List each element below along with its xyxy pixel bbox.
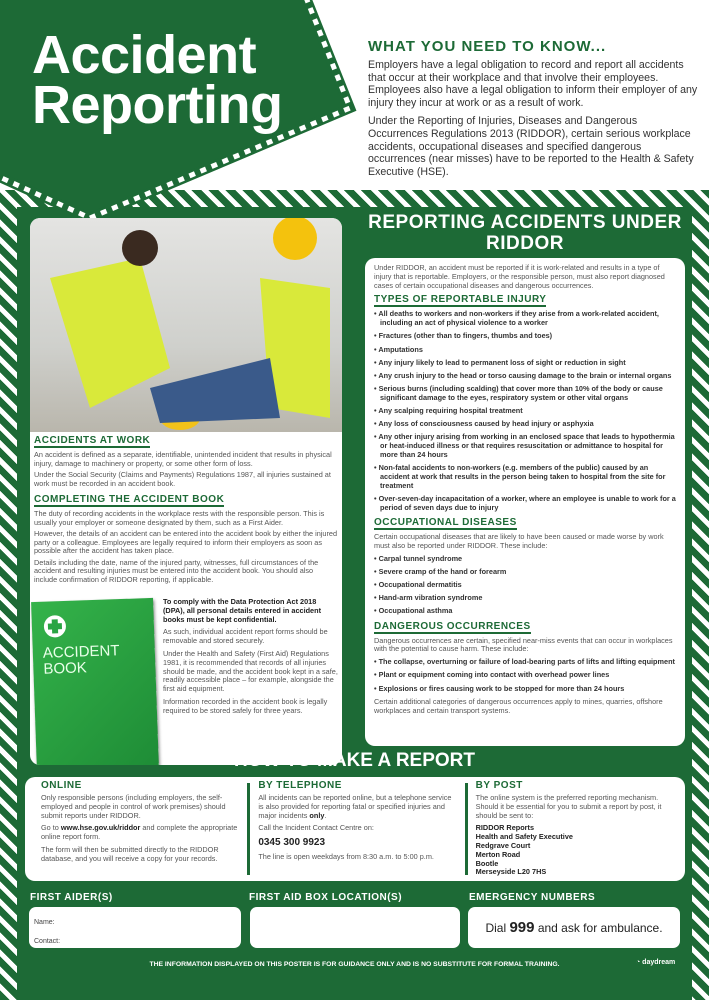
riddor-heading: REPORTING ACCIDENTS UNDER RIDDOR [368, 212, 682, 254]
hse-link[interactable]: www.hse.gov.uk/riddor [60, 823, 141, 833]
injury-types-list [374, 310, 676, 512]
list-item: • Carpal tunnel syndrome [374, 555, 676, 564]
list-item: • Serious burns (including scalding) that cover more than 10% of the body or cause significant damage to the eyes, respiratory system or other vital organs [374, 385, 676, 403]
disclaimer: THE INFORMATION DISPLAYED ON THIS POSTER IS FOR GUIDANCE ONLY AND IS NO SUBSTITUTE FOR FORMAL TRAINING. [149, 961, 560, 968]
list-item: • Hand-arm vibration syndrome [374, 594, 676, 603]
list-item: • Any injury likely to lead to permanent loss of sight or reduction in sight [374, 359, 676, 368]
riddor-card: Under RIDDOR, an accident must be reported if it is work-related and results in a type of injury that is reportable. Employers, or the responsible person, must also report diagnosed cases of certain occupational diseases and dangerous occurrences. TYPES OF REPORTABLE INJURY • All deaths to workers and non-workers if they arise from a work-related accident, including an act of physical violence to a worker • Fractures (other than to fingers, thumbs and toes) • Amputations • Any injury likely to lead to permanent loss of sight or reduction in sight • Any crush injury to the head or torso causing damage to the brain or internal organs • Serious burns (including scalding) that cover more than 10% of the body or cause significant damage to the eyes, respiratory system or other vital organs • Any scalping requiring hospital treatment • Any loss of consciousness caused by head injury or asphyxia • Any other injury arising from working in an enclosed space that leads to hypothermia or heat-induced illness or that requires resuscitation or admittance to hospital for more than 24 hours • Non-fatal accidents to non-workers (e.g. members of the public) caused by an accident at work that results in the person being taken to hospital from the site for treatment • Over-seven-day incapacitation of a worker, where an employee is unable to work for a period of seven days due to injury OCCUPATIONAL DISEASES Certain occupational diseases that are likely to have been caused or made worse by work must also be reported under RIDDOR. These include: • Carpal tunnel syndrome • Severe cramp of the hand or forearm • Occupational dermatitis • Hand-arm vibration syndrome • Occupational asthma DANGEROUS OCCURRENCES Dangerous occurrences are certain, specified near-miss events that can occur in workplaces with the potential to cause harm. These include: • The collapse, overturning or failure of load-bearing parts of lifts and lifting equipment • Plant or equipment coming into contact with overhead power lines • Explosions or fires causing work to be stopped for more than 24 hours Certain additional categories of dangerous occurrences apply to mines, quarries, offshore workplaces and certain transport systems. [365, 258, 685, 746]
address-line: Bootle [475, 858, 499, 868]
list-item: • All deaths to workers and non-workers if they arise from a work-related accident, including an act of physical violence to a worker [374, 310, 676, 328]
list-item: • Amputations [374, 346, 676, 355]
post-section: BY POST The online system is the preferred reporting mechanism. Should it be essential for you to submit a report by post, it should be sent to: RIDDOR Reports Health and Safety Executive Redgrave Court Merton Road Bootle Merseyside L20 7HS [468, 780, 677, 878]
list-item: • Explosions or fires causing work to be stopped for more than 24 hours [374, 685, 676, 694]
list-item: • Any other injury arising from working in an enclosed space that leads to hypothermia or heat-induced illness or that requires resuscitation or admittance to hospital for more than 24 hours [374, 433, 676, 459]
accident-book-image [31, 598, 159, 765]
list-item: • Occupational asthma [374, 607, 676, 616]
daydream-logo: ◔ daydream [636, 959, 676, 966]
address-line: Merseyside L20 7HS [475, 867, 547, 877]
first-aid-cross-icon [44, 615, 67, 638]
first-aider-label: FIRST AIDER(S) [30, 892, 113, 903]
telephone-section: BY TELEPHONE All incidents can be reported online, but a telephone service is also provided for reporting fatal or specified injuries and major incidents only. Call the Incident Contact Centre on: 0345 300 9923 The line is open weekdays from 8:30 a.m. to 5:00 p.m. [250, 780, 464, 878]
report-methods-card [25, 777, 685, 881]
address-line: Merton Road [475, 849, 521, 859]
how-heading: HOW TO MAKE A REPORT [233, 750, 476, 771]
first-aid-box-field[interactable] [250, 907, 460, 948]
first-aider-field[interactable]: Name: Contact: [29, 907, 241, 948]
page-title: Accident Reporting [32, 25, 283, 135]
list-item: • Any loss of consciousness caused by head injury or asphyxia [374, 420, 676, 429]
occurrences-list [374, 658, 676, 693]
address-line: Health and Safety Executive [475, 832, 573, 842]
know-heading: WHAT YOU NEED TO KNOW... [368, 38, 607, 55]
diseases-list [374, 555, 676, 617]
address-line: RIDDOR Reports [475, 823, 535, 833]
list-item: • Fractures (other than to fingers, thumbs and toes) [374, 332, 676, 341]
list-item: • Any crush injury to the head or torso causing damage to the brain or internal organs [374, 372, 676, 381]
list-item: • The collapse, overturning or failure of load-bearing parts of lifts and lifting equipment [374, 658, 676, 667]
book-title: ACCIDENT BOOK [42, 642, 120, 678]
know-p1: Employers have a legal obligation to record and report all accidents that occur at their workplace and that involve their employees. Employees also have a legal obligation to inform their employer of any injury they incur at work or as a result of work. [368, 59, 698, 109]
workers-photo [30, 218, 342, 432]
list-item: • Plant or equipment coming into contact with overhead power lines [374, 671, 676, 680]
first-aid-box-label: FIRST AID BOX LOCATION(S) [249, 892, 403, 903]
address-line: Redgrave Court [475, 840, 531, 850]
phone-number: 0345 300 9923 [258, 837, 326, 849]
emergency-label: EMERGENCY NUMBERS [469, 892, 596, 903]
postal-address [476, 824, 669, 877]
list-item: • Occupational dermatitis [374, 581, 676, 590]
accident-book-card [30, 218, 342, 765]
list-item: • Any scalping requiring hospital treatment [374, 407, 676, 416]
list-item: • Severe cramp of the hand or forearm [374, 568, 676, 577]
list-item: • Non-fatal accidents to non-workers (e.g. members of the public) caused by an accident at work that results in the person being taken to hospital from the site for treatment [374, 464, 676, 490]
dpa-text: To comply with the Data Protection Act 2018 (DPA), all personal details entered in accident books must be kept confidential. As such, individual accident report forms should be removable and stored securely. Under the Health and Safety (First Aid) Regulations 1981, it is recommended that records of all injuries should be made, and the accident book kept in a safe, readily accessible place – for example, alongside the first aid equipment. Information recorded in the accident book is legally required to be stored safely for three years. [163, 597, 338, 715]
know-p2: Under the Reporting of Injuries, Diseases and Dangerous Occurrences Regulations 2013 (RIDDOR), certain serious workplace accidents, occupational diseases and specified dangerous occurrences (near misses) have to be reported to the Health & Safety Executive (HSE). [368, 115, 694, 178]
what-you-need-to-know [368, 38, 700, 184]
emergency-box: Dial 999 and ask for ambulance. [468, 907, 680, 948]
accidents-at-work: ACCIDENTS AT WORK An accident is defined as a separate, identifiable, unintended incident that results in physical injury, damage to machinery or property, or some other form of loss. Under the Social Security (Claims and Payments) Regulations 1987, all injuries sustained at work must be recorded in an accident book. COMPLETING THE ACCIDENT BOOK The duty of recording accidents in the workplace rests with the responsible person. This is usually your employer or someone designated by them, such as a First Aider. However, the details of an accident can be entered into the accident book by either the injured party or a colleague. Employees are legally required to inform their employers as soon as possible after the accident has taken place. Details including the date, name of the injured party, witnesses, full circumstances of the accident and resulting injuries must be entered into the accident book. You should also include confirmation of RIDDOR reporting, if applicable. [34, 435, 338, 584]
online-section: ONLINE Only responsible persons (including employers, the self-employed and people in control of work premises) should submit reports under RIDDOR. Go to www.hse.gov.uk/riddor and complete the appropriate online report form. The form will then be submitted directly to the RIDDOR database, and you will receive a copy for your records. [41, 780, 238, 863]
list-item: • Over-seven-day incapacitation of a worker, where an employee is unable to work for a period of seven days due to injury [374, 495, 676, 513]
